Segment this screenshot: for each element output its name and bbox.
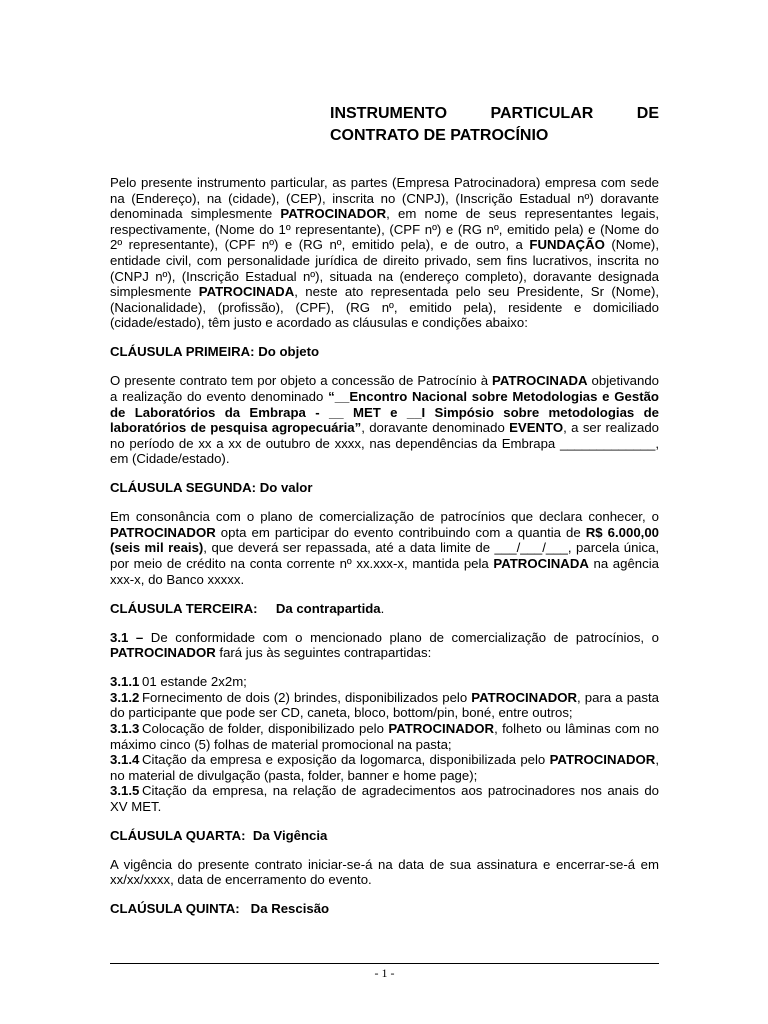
list-item: 3.1.2 Fornecimento de dois (2) brindes, disponibilizados pelo PATROCINADOR, para a pasta do participante que pode ser CD, caneta, bloco, bottom/pin, boné, entre outros; (110, 689, 659, 721)
list-item: 3.1.4 Citação da empresa e exposição da logomarca, disponibilizada pelo PATROCINADOR, no material de divulgação (pasta, folder, banner e home page); (110, 752, 659, 783)
document-title (330, 103, 659, 147)
footer-divider (110, 963, 659, 964)
clause-3-items (110, 674, 659, 814)
clause-4-heading: CLÁUSULA QUARTA: Da Vigência (110, 827, 328, 843)
clause-3-heading: CLÁUSULA TERCEIRA: Da contrapartida. (110, 600, 385, 616)
document-body (110, 175, 659, 930)
title-line-2: CONTRATO DE PATROCÍNIO (330, 127, 549, 144)
clause-3-1-paragraph: 3.1 – De conformidade com o mencionado plano de comercialização de patrocínios, o PATROCINADOR fará jus às seguintes contrapartidas: (110, 629, 659, 661)
clause-1-paragraph: O presente contrato tem por objeto a concessão de Patrocínio à PATROCINADA objetivando a realização do evento denominado “__Encontro Nacional sobre Metodologias e Gestão de Laboratórios da Embrapa - __ MET e __I Simpósio sobre metodologias de laboratórios de pesquisa agropecuária”, doravante denominado EVENTO, a ser realizado no período de xx a xx de outubro de xxxx, nas dependências da Embrapa _____________, em (Cidade/estado). (110, 373, 659, 467)
page-number: - 1 - (374, 966, 395, 980)
document-page (110, 0, 659, 1024)
clause-5-heading: CLAÚSULA QUINTA: Da Rescisão (110, 901, 330, 917)
list-item: 3.1.1 01 estande 2x2m; (110, 674, 247, 690)
intro-paragraph: Pelo presente instrumento particular, as partes (Empresa Patrocinadora) empresa com sede na (Endereço), na (cidade), (CEP), inscrita no (CNPJ), (Inscrição Estadual nº) doravante denominada simplesmente PATROCINADOR, em nome de seus representantes legais, respectivamente, (Nome do 1º representante), (CPF nº) e (RG nº, emitido pela) e (Nome do 2º representante), (CPF nº) e (RG nº, emitido pela), e de outro, a FUNDAÇÃO (Nome), entidade civil, com personalidade jurídica de direito privado, sem fins lucrativos, inscrita no (CNPJ nº), (Inscrição Estadual nº), situada na (endereço completo), doravante designada simplesmente PATROCINADA, neste ato representada pelo seu Presidente, Sr (Nome), (Nacionalidade), (profissão), (CPF), (RG nº, emitido pela), residente e domiciliado (cidade/estado), têm justo e acordado as cláusulas e condições abaixo: (110, 175, 659, 331)
list-item: 3.1.5 Citação da empresa, na relação de agradecimentos aos patrocinadores nos anais do XV MET. (110, 783, 659, 814)
clause-2-paragraph: Em consonância com o plano de comercialização de patrocínios que declara conhecer, o PATROCINADOR opta em participar do evento contribuindo com a quantia de R$ 6.000,00 (seis mil reais), que deverá ser repassada, até a data limite de ___/___/___, parcela única, por meio de crédito na conta corrente nº xx.xxx-x, mantida pela PATROCINADA na agência xxx-x, do Banco xxxxx. (110, 509, 660, 587)
clause-1-heading: CLÁUSULA PRIMEIRA: Do objeto (110, 344, 320, 360)
clause-2-heading: CLÁUSULA SEGUNDA: Do valor (110, 480, 313, 496)
title-line-1: INSTRUMENTO PARTICULAR DE (330, 105, 659, 122)
list-item: 3.1.3 Colocação de folder, disponibilizado pelo PATROCINADOR, folheto ou lâminas com no máximo cinco (5) folhas de material promocional na pasta; (110, 720, 659, 752)
clause-4-paragraph: A vigência do presente contrato iniciar-se-á na data de sua assinatura e encerrar-se-á em xx/xx/xxxx, data de encerramento do evento. (110, 856, 659, 888)
